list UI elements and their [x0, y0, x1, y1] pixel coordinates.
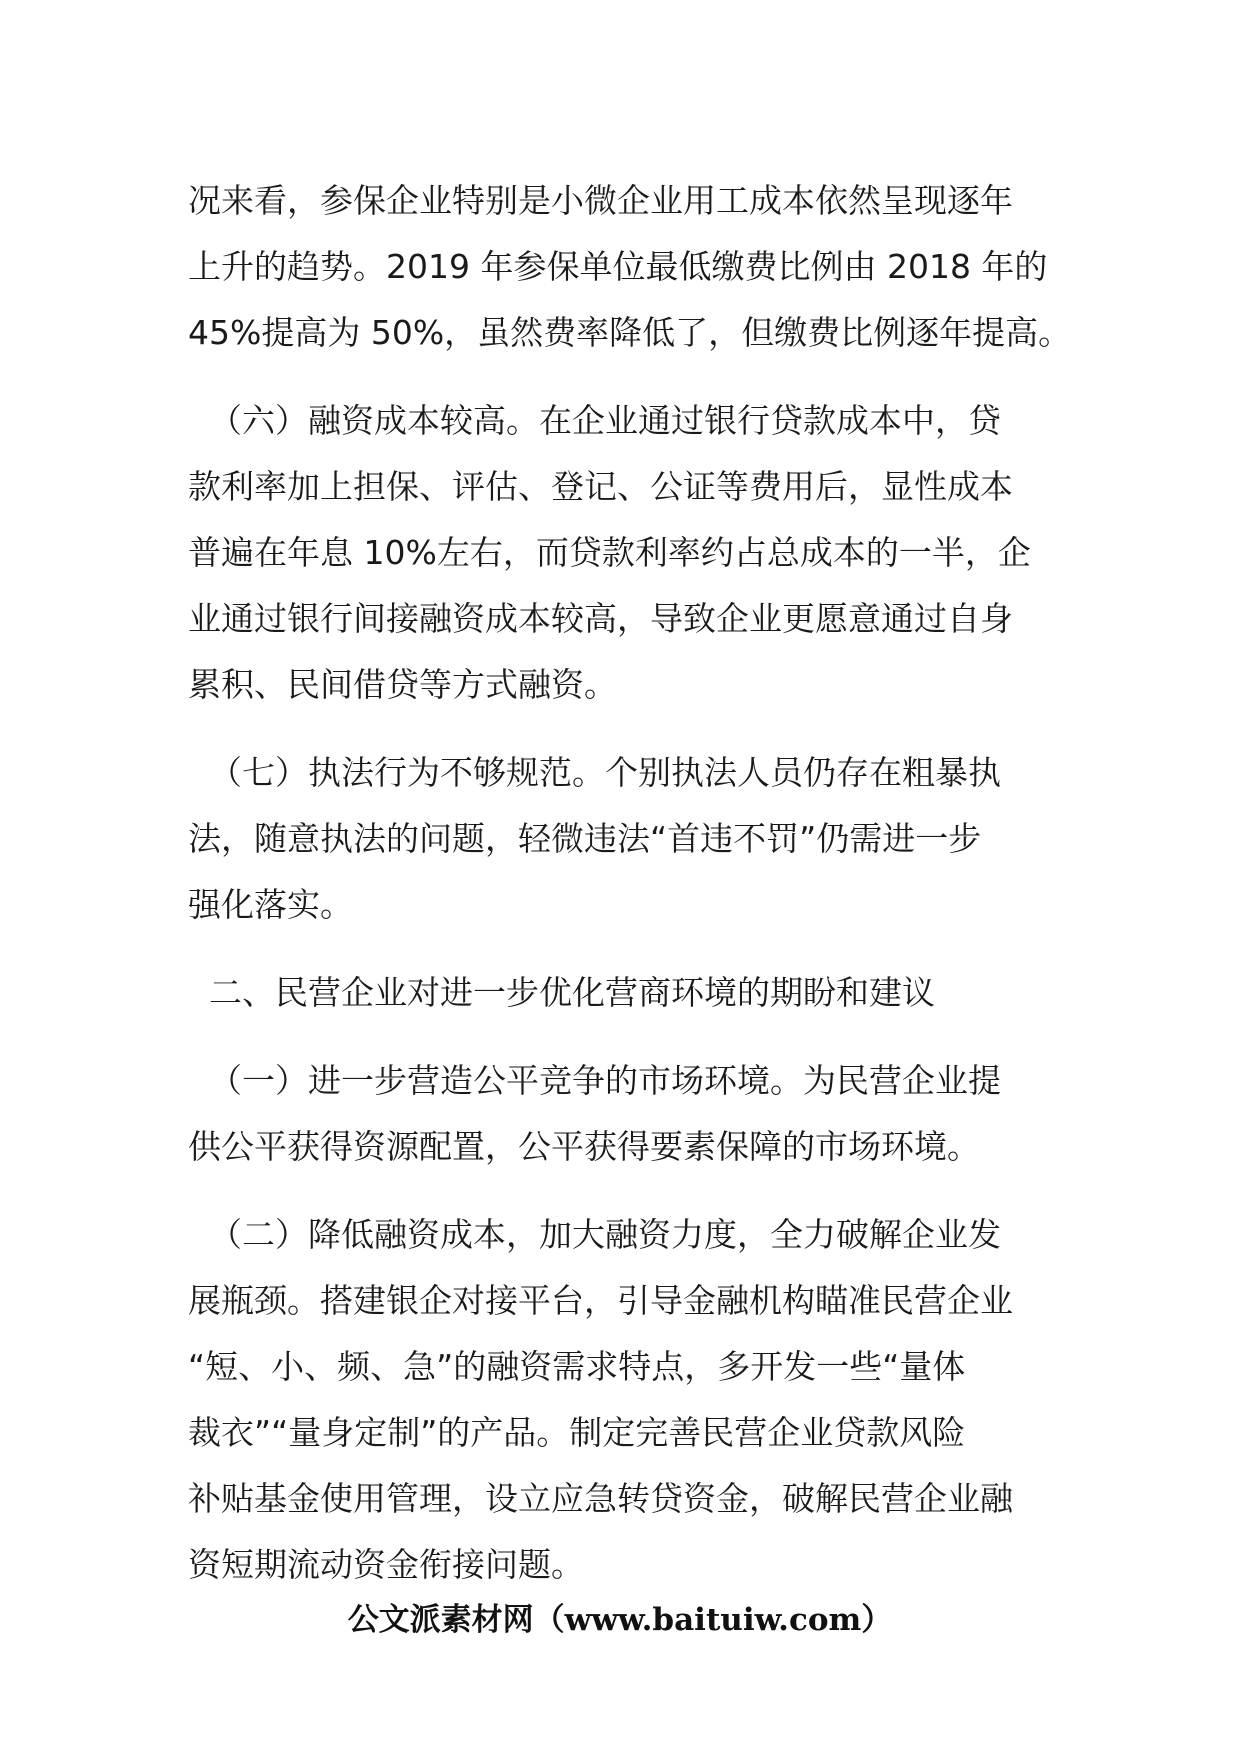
- text-line: 补贴基金使用管理，设立应急转贷资金，破解民营企业融: [188, 1479, 1013, 1518]
- text-line: 法，随意执法的问题，轻微违法“首违不罚”仍需进一步: [188, 819, 982, 858]
- text-line: 裁衣”“量身定制”的产品。制定完善民营企业贷款风险: [188, 1413, 966, 1452]
- text-line: 供公平获得资源配置，公平获得要素保障的市场环境。: [188, 1127, 980, 1166]
- section-heading: 二、民营企业对进一步优化营商环境的期盼和建议: [188, 973, 935, 1012]
- text-line: 资短期流动资金衔接问题。: [188, 1545, 584, 1584]
- text-line: 累积、民间借贷等方式融资。: [188, 665, 617, 704]
- text-line: 45%提高为 50%，虽然费率降低了，但缴费比例逐年提高。: [188, 313, 1072, 352]
- text-line: 普遍在年息 10%左右，而贷款利率约占总成本的一半，企: [188, 533, 1031, 572]
- section-heading-suggestions: [188, 960, 1068, 1026]
- text-line: 业通过银行间接融资成本较高，导致企业更愿意通过自身: [188, 599, 1013, 638]
- text-line: “短、小、频、急”的融资需求特点，多开发一些“量体: [188, 1347, 966, 1386]
- paragraph-fair-competition: [188, 1048, 1068, 1180]
- text-line: （一）进一步营造公平竞争的市场环境。为民营企业提: [188, 1061, 1001, 1100]
- text-line: （二）降低融资成本，加大融资力度，全力破解企业发: [188, 1215, 1001, 1254]
- text-line: 强化落实。: [188, 885, 353, 924]
- footer-source: 公文派素材网（www.baituiw.com）: [347, 1602, 893, 1638]
- paragraph-reduce-financing-cost: [188, 1202, 1068, 1598]
- paragraph-financing-cost: [188, 388, 1068, 718]
- text-line: 款利率加上担保、评估、登记、公证等费用后，显性成本: [188, 467, 1013, 506]
- paragraph-insurance-cost: [188, 168, 1072, 366]
- text-line: （七）执法行为不够规范。个别执法人员仍存在粗暴执: [188, 753, 1001, 792]
- text-line: （六）融资成本较高。在企业通过银行贷款成本中，贷: [188, 401, 1001, 440]
- paragraph-law-enforcement: [188, 740, 1068, 938]
- text-line: 上升的趋势。2019 年参保单位最低缴费比例由 2018 年的: [188, 247, 1048, 286]
- document-body: [188, 168, 1072, 1598]
- text-line: 况来看，参保企业特别是小微企业用工成本依然呈现逐年: [188, 181, 1013, 220]
- text-line: 展瓶颈。搭建银企对接平台，引导金融机构瞄准民营企业: [188, 1281, 1013, 1320]
